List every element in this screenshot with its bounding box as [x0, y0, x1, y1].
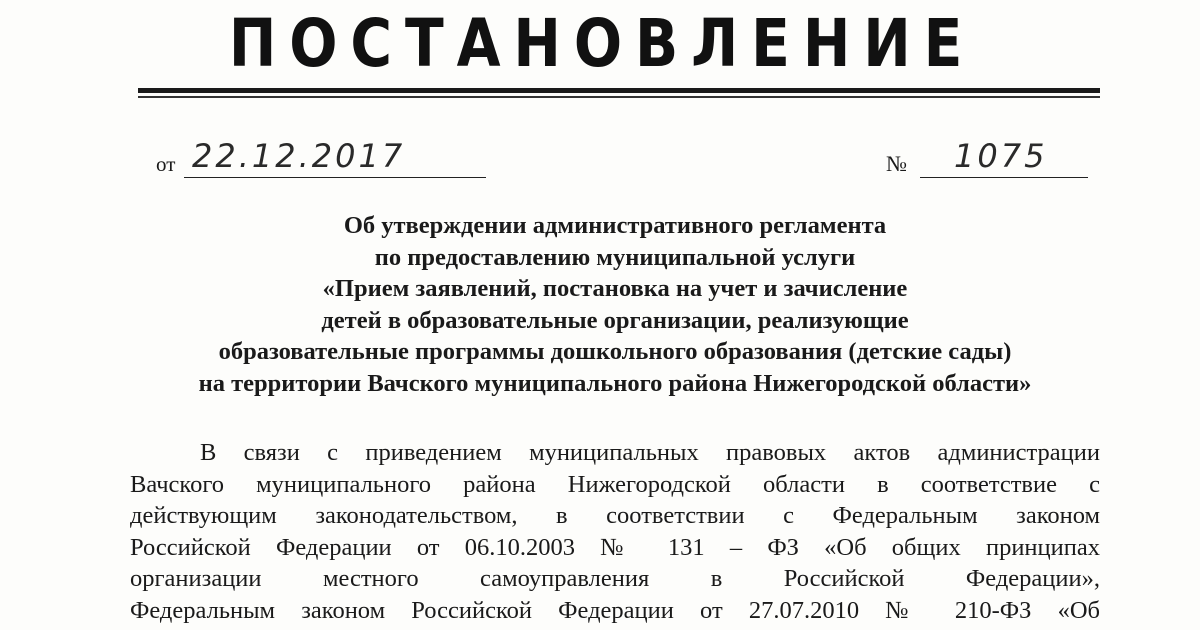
title-line: детей в образовательные организации, реализующие	[321, 306, 909, 334]
date-value-handwritten: 22.12.2017	[192, 137, 406, 175]
body-line: Российской Федерации от 06.10.2003 № 131 – ФЗ «Об общих принципах	[130, 533, 1100, 561]
date-underline	[184, 177, 486, 178]
document-type-heading: ПОСТАНОВЛЕНИЕ	[228, 5, 976, 82]
body-line: Федеральным законом Российской Федерации от 27.07.2010 № 210-ФЗ «Об	[130, 596, 1100, 624]
date-label: от	[156, 152, 176, 176]
body-line: действующим законодательством, в соответствии с Федеральным законом	[130, 502, 1100, 529]
number-value-handwritten: 1075	[954, 137, 1048, 175]
title-line: по предоставлению муниципальной услуги	[374, 243, 856, 271]
body-line: организации местного самоуправления в Российской Федерации»,	[130, 565, 1100, 592]
header-rule-thick	[138, 88, 1100, 93]
title-line: «Прием заявлений, постановка на учет и зачисление	[322, 275, 908, 302]
document-title	[100, 210, 1130, 399]
number-label: №	[886, 151, 907, 176]
title-line: Об утверждении административного регламента	[343, 212, 887, 239]
body-line: Вачского муниципального района Нижегородской области в соответствие с	[130, 470, 1100, 498]
title-line: образовательные программы дошкольного образования (детские сады)	[218, 338, 1012, 365]
body-line: В связи с приведением муниципальных правовых актов администрации	[200, 439, 1100, 466]
document-body	[130, 437, 1100, 626]
header-rule-thin	[138, 96, 1100, 98]
title-line: на территории Вачского муниципального района Нижегородской области»	[198, 369, 1032, 397]
number-underline	[920, 177, 1088, 178]
